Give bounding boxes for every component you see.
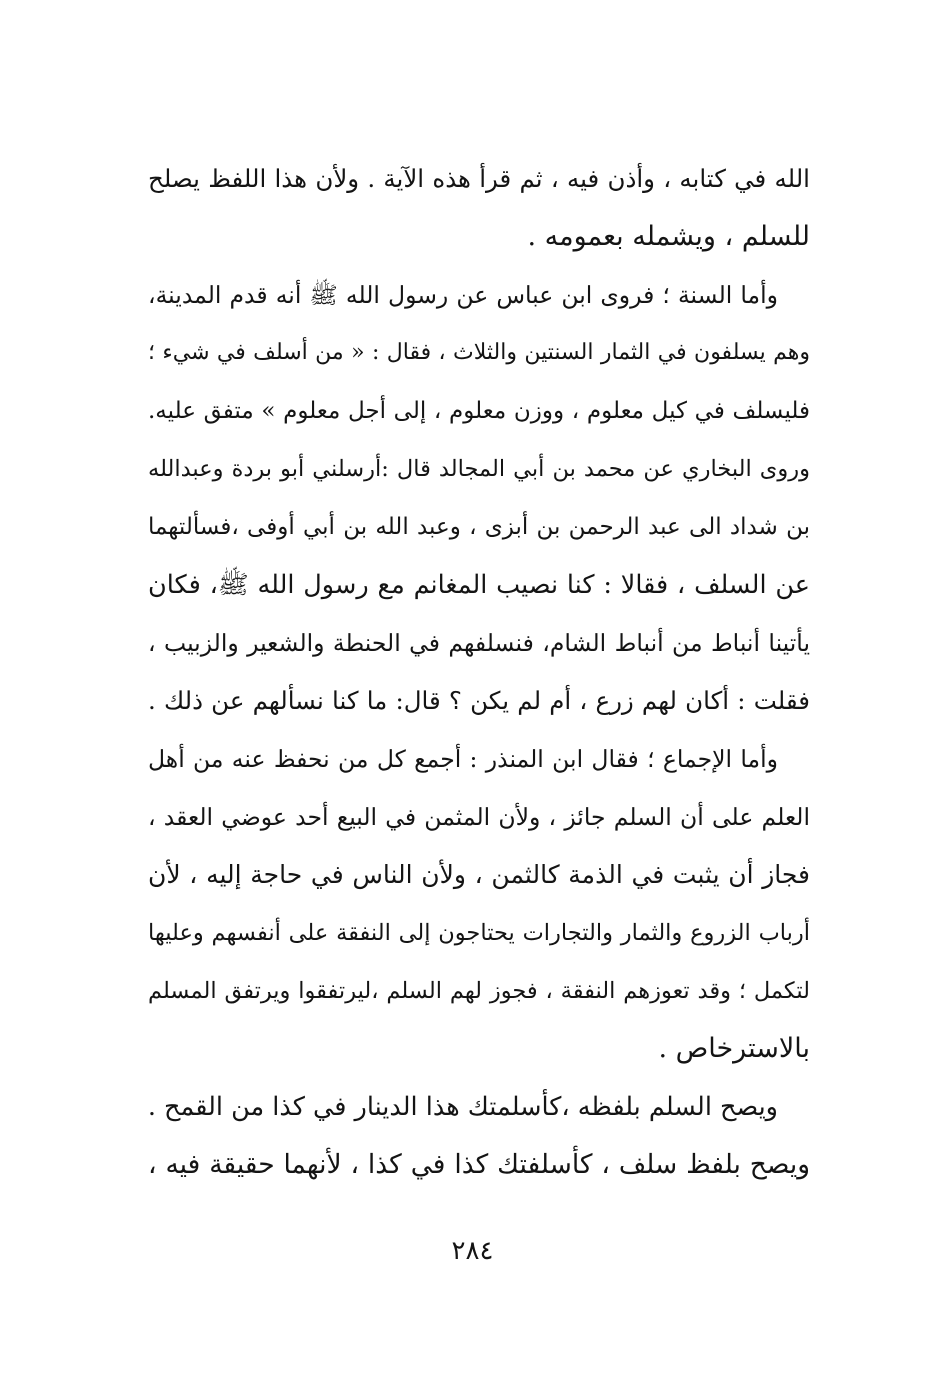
text-line: لتكمل ؛ وقد تعوزهم النفقة ، فجوز لهم السلم ،ليرتفقوا ويرتفق المسلم (148, 978, 810, 1004)
text-line: وأما السنة ؛ فروى ابن عباس عن رسول الله ﷺ أنه قدم المدينة، (148, 281, 778, 309)
text-line: ويصح السلم بلفظه ،كأسلمتك هذا الدينار في كذا من القمح . (148, 1092, 778, 1122)
text-line: وأما الإجماع ؛ فقال ابن المنذر : أجمع كل من نحفظ عنه من أهل (148, 745, 778, 773)
text-line: يأتينا أنباط من أنباط الشام، فنسلفهم في الحنطة والشعير والزبيب ، (148, 629, 810, 657)
text-line: بن شداد الى عبد الرحمن بن أبزى ، وعبد الله بن أبي أوفى ،فسألتهما (148, 514, 810, 540)
text-line: وهم يسلفون في الثمار السنتين والثلاث ، فقال : « من أسلف في شيء ؛ (148, 340, 810, 365)
body-text (148, 150, 810, 1194)
page-number: ٢٨٤ (451, 1236, 494, 1266)
text-line: أرباب الزروع والثمار والتجارات يحتاجون إلى النفقة على أنفسهم وعليها (148, 920, 810, 946)
text-line: فليسلف في كيل معلوم ، ووزن معلوم ، إلى أجل معلوم » متفق عليه. (148, 398, 810, 424)
text-line: للسلم ، ويشمله بعمومه . (527, 221, 810, 252)
text-line: ويصح بلفظ سلف ، كأسلفتك كذا في كذا ، لأنهما حقيقة فيه ، (148, 1149, 810, 1180)
text-line: فجاز أن يثبت في الذمة كالثمن ، ولأن الناس في حاجة إليه ، لأن (148, 860, 810, 889)
text-line: وروى البخاري عن محمد بن أبي المجالد قال :أرسلني أبو بردة وعبدالله (148, 456, 810, 482)
text-line: عن السلف ، فقالا : كنا نصيب المغانم مع رسول الله ﷺ، فكان (148, 570, 810, 600)
text-line: الله في كتابه ، وأذن فيه ، ثم قرأ هذه الآية . ولأن هذا اللفظ يصلح (148, 164, 810, 193)
text-line: العلم على أن السلم جائز ، ولأن المثمن في البيع أحد عوضي العقد ، (148, 803, 810, 831)
text-line: بالاسترخاص . (658, 1033, 810, 1064)
text-line: فقلت : أكان لهم زرع ، أم لم يكن ؟ قال: ما كنا نسألهم عن ذلك . (148, 686, 810, 715)
